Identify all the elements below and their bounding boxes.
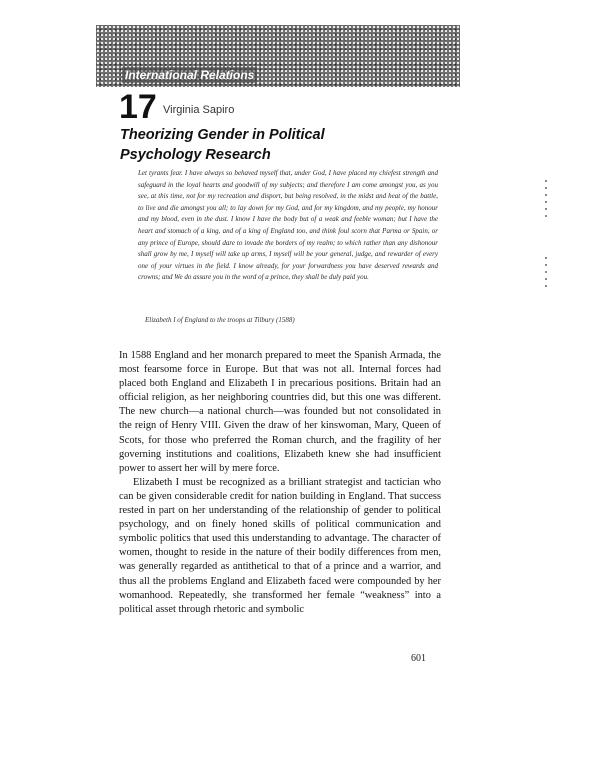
chapter-number: 17 <box>119 88 157 126</box>
chapter-title: Theorizing Gender in Political Psychology Research <box>120 127 325 163</box>
chapter-author: Virginia Sapiro <box>163 104 235 116</box>
body-text <box>119 349 441 617</box>
epigraph-quote: Let tyrants fear. I have always so behaved myself that, under God, I have placed my chiefest strength and safeguard in the loyal hearts and goodwill of my subjects; and therefore I am come amongst you, as you see, at this time, not for my recreation and disport, but being resolved, in the midst and heat of the battle, to live and die amongst you all; to lay down for my God, and for my kingdom, and my people, my honour and my blood, even in the dust. I know I have the body but of a weak and feeble woman; but I have the heart and stomach of a king, and of a king of England too, and think foul scorn that Parma or Spain, or any prince of Europe, should dare to invade the borders of my realm; to which rather than any dishonour shall grow by me, I myself will take up arms, I myself will be your general, judge, and rewarder of every one of your virtues in the field. I know already, for your forwardness you have deserved rewards and crowns; and We do assure you in the word of a prince, they shall be duly paid you. <box>138 169 438 282</box>
page-number: 601 <box>411 653 426 664</box>
section-label: International Relations <box>122 67 257 83</box>
body-paragraph: In 1588 England and her monarch prepared to meet the Spanish Armada, the most fearsome force in Europe. But that was not all. Internal forces had placed both England and Elizabeth I in precarious positions. Britain had an official religion, as her neighboring countries did, but this one was different. The new church—a national church—was founded but not consolidated in the reign of Henry VIII. Given the draw of her kinswoman, Mary, Queen of Scots, for those who preferred the Roman church, and the fragility of her governing institutions and coalitions, Elizabeth knew she had insufficient power to assert her will by mere force. <box>119 350 441 474</box>
margin-marks <box>545 180 549 292</box>
epigraph-source: Elizabeth I of England to the troops at Tilbury (1588) <box>145 316 295 324</box>
body-paragraph: Elizabeth I must be recognized as a brilliant strategist and tactician who can be given considerable credit for nation building in England. That success rested in part on her understanding of the relationship of gender to political psychology, and on finely honed skills of political communication and symbolic politics that used this understanding to advantage. The character of women, thought to reside in the nature of their bodily differences from men, was generally regarded as antithetical to that of a prince and a warrior, and thus all the problems England and Elizabeth faced were compounded by her womanhood. Repeatedly, she transformed her female “weakness” into a political asset through rhetoric and symbolic <box>119 476 441 615</box>
